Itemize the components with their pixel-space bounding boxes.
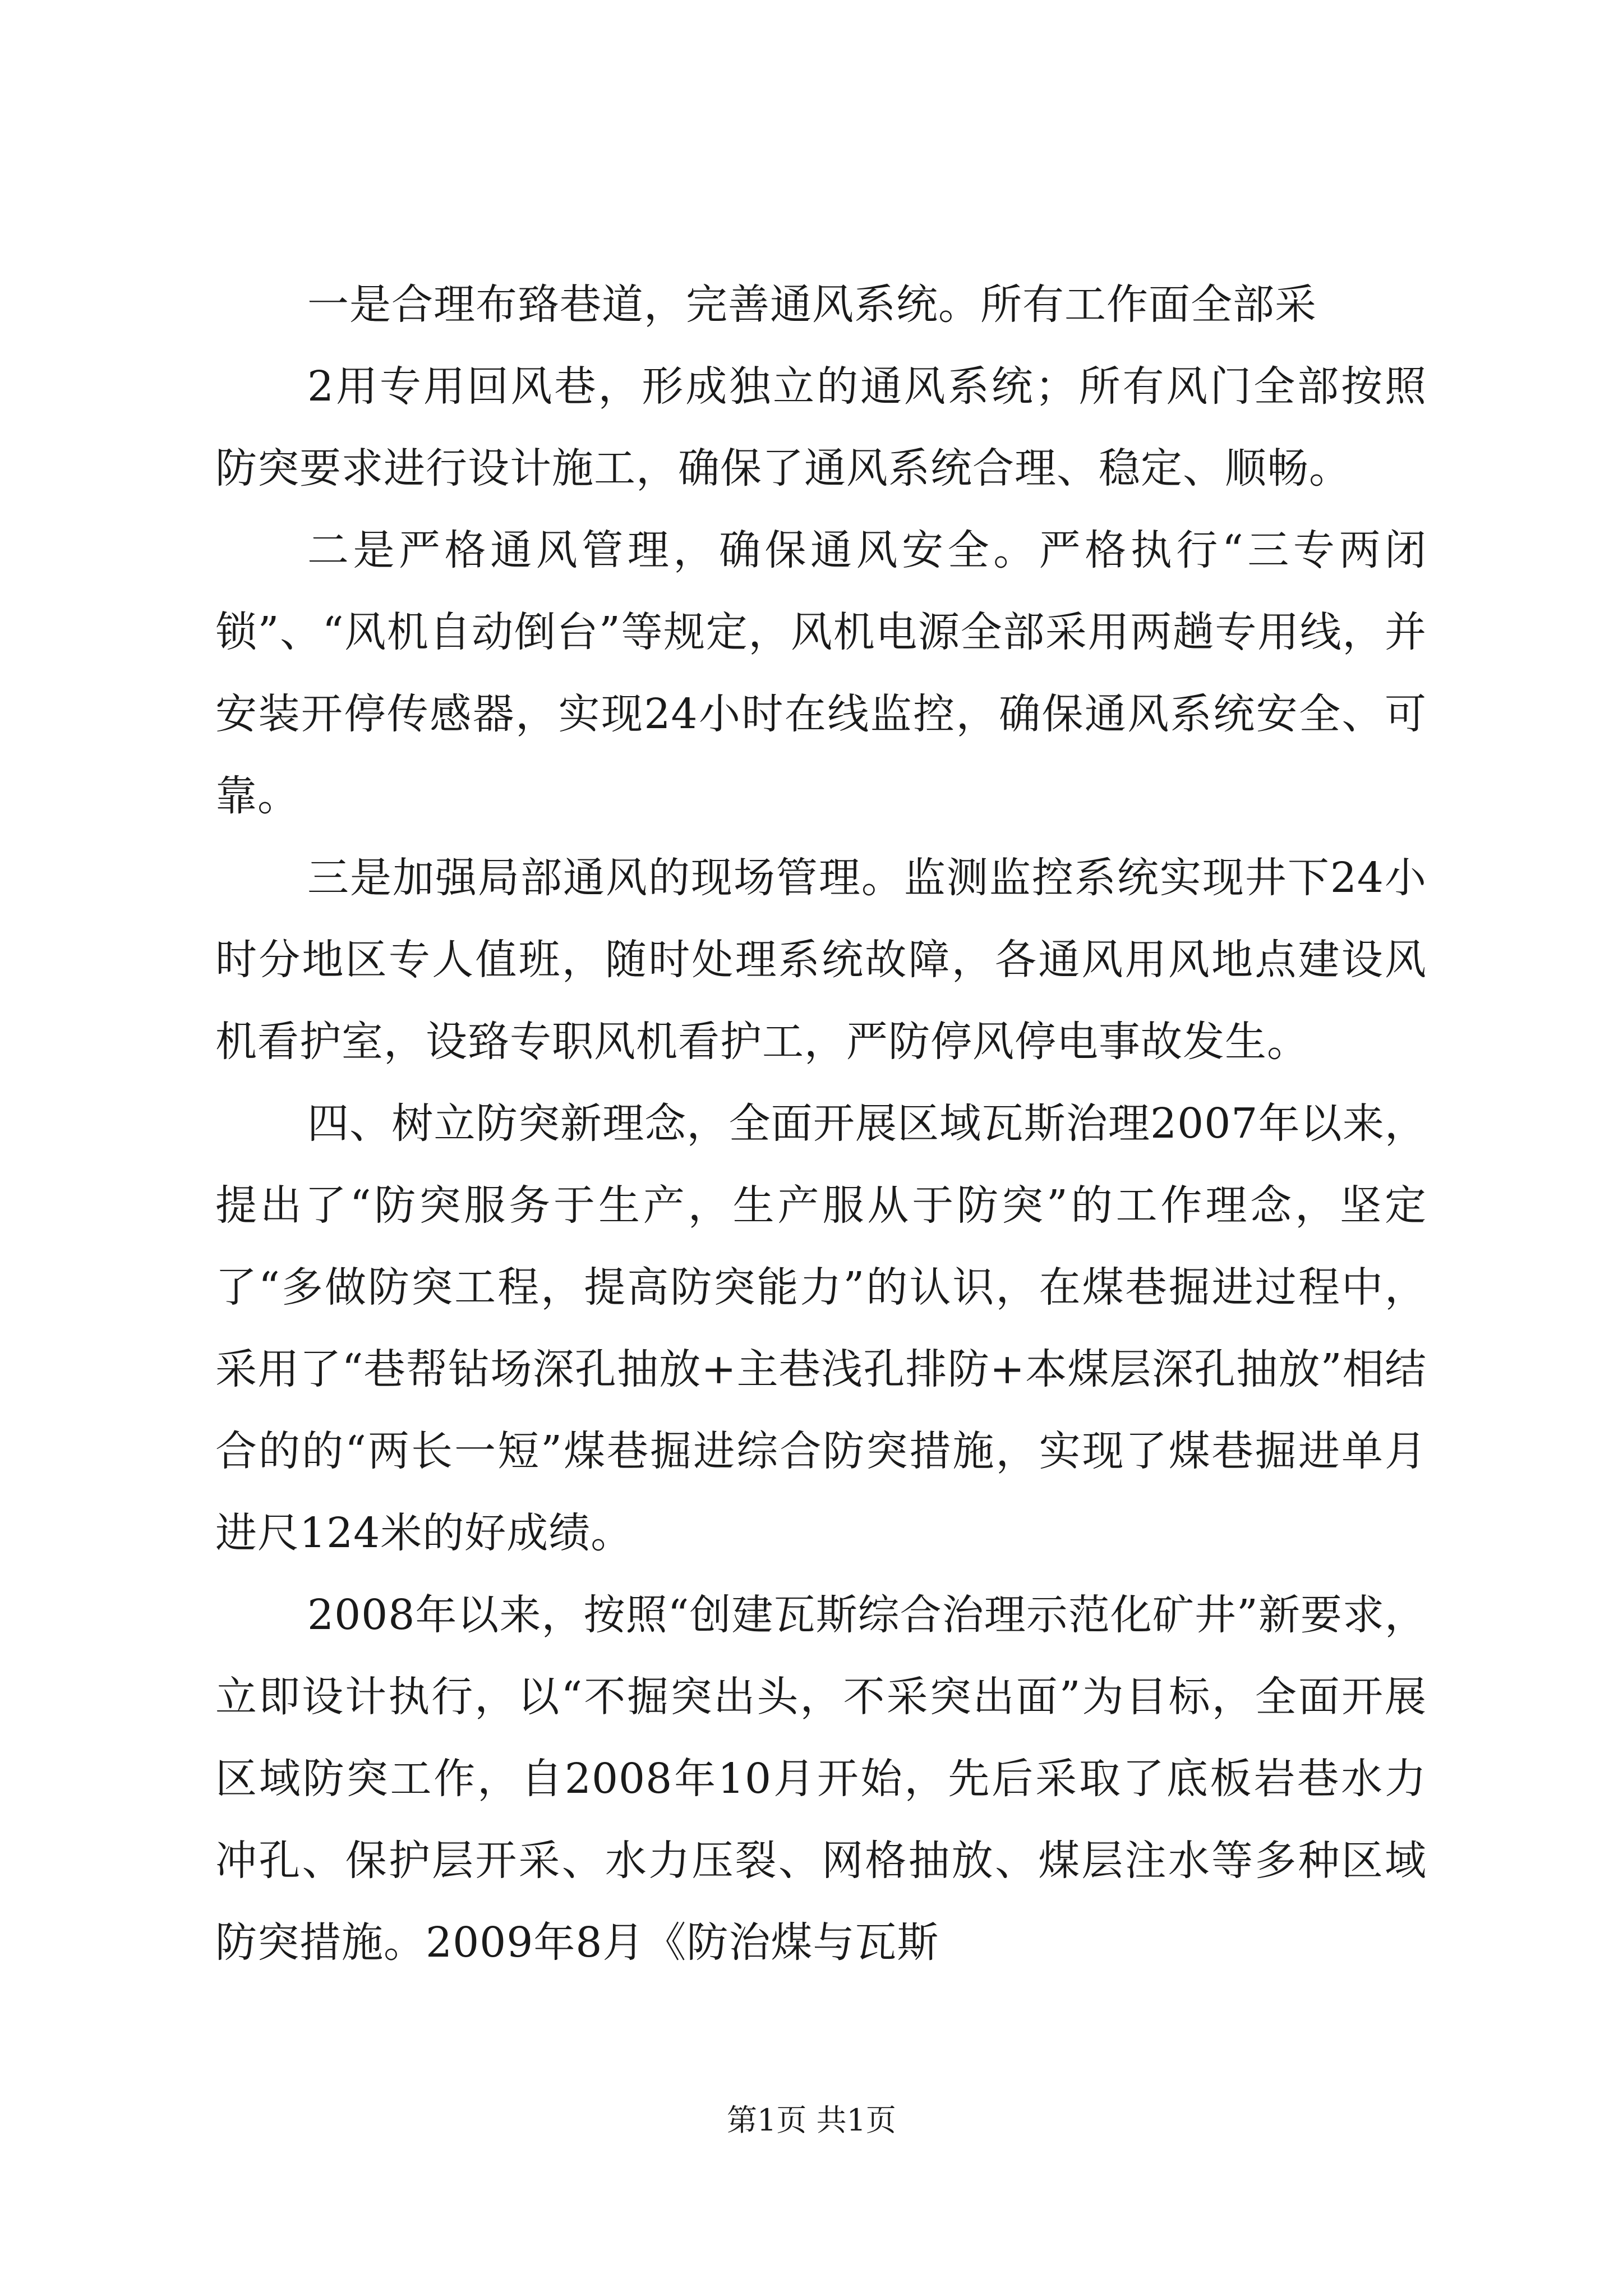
paragraph-6: 2008年以来，按照“创建瓦斯综合治理示范化矿井”新要求，立即设计执行，以“不掘突出头，不采突出面”为目标，全面开展区域防突工作，自2008年10月开始，先后采取了底板岩巷水力冲孔、保护层开采、水力压裂、网格抽放、煤层注水等多种区域防突措施。2009年8月《防治煤与瓦斯 bbox=[215, 1591, 1427, 1967]
paragraph-1: 一是合理布臵巷道，完善通风系统。所有工作面全部采 bbox=[307, 280, 1317, 329]
paragraph-2: 2用专用回风巷，形成独立的通风系统；所有风门全部按照防突要求进行设计施工，确保了通风系统合理、稳定、顺畅。 bbox=[215, 362, 1427, 493]
paragraph-5: 四、树立防突新理念，全面开展区域瓦斯治理2007年以来，提出了“防突服务于生产，生产服从于防突”的工作理念，坚定了“多做防突工程，提高防突能力”的认识，在煤巷掘进过程中，采用了“巷帮钻场深孔抽放+主巷浅孔排防+本煤层深孔抽放”相结合的的“两长一短”煤巷掘进综合防突措施，实现了煤巷掘进单月进尺124米的好成绩。 bbox=[215, 1099, 1427, 1557]
paragraph-4: 三是加强局部通风的现场管理。监测监控系统实现井下24小时分地区专人值班，随时处理系统故障，各通风用风地点建设风机看护室，设臵专职风机看护工，严防停风停电事故发生。 bbox=[215, 854, 1427, 1066]
document-body bbox=[215, 264, 1427, 1984]
page-footer: 第1页 共1页 bbox=[727, 2102, 896, 2138]
paragraph-3: 二是严格通风管理，确保通风安全。严格执行“三专两闭锁”、“风机自动倒台”等规定，风机电源全部采用两趟专用线，并安装开停传感器，实现24小时在线监控，确保通风系统安全、可靠。 bbox=[215, 526, 1427, 820]
